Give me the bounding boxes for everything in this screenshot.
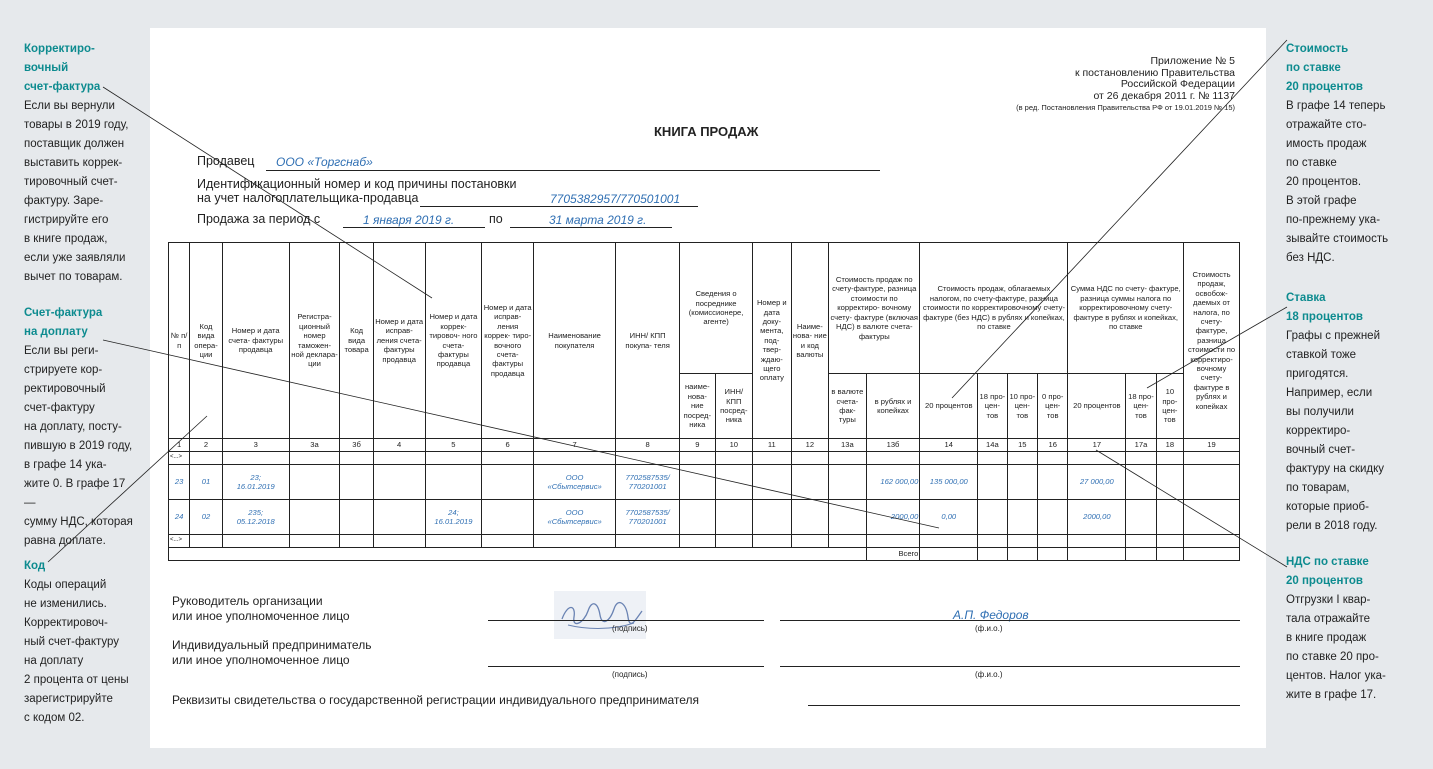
col-header: Номер и дата коррек- тировоч- ного счета- фактуры продавца: [425, 243, 482, 439]
column-number: 18: [1156, 439, 1183, 452]
note-body: Графы с прежней ставкой тоже пригодятся. Например, если вы получили корректиро- вочный счет- фактуру на скидку по товарам, которые приоб- рели в 2018 году.: [1286, 330, 1385, 532]
inn-label-line: на учет налогоплательщика-продавца: [197, 191, 419, 205]
col-header-group: Стоимость продаж по счету-фактуре, разница стоимости по корректиро- вочному счету- фактуре (включая НДС) в валюте счета-фактуры: [829, 243, 920, 374]
column-number: 16: [1038, 439, 1068, 452]
col-header: 0 про- цен- тов: [1038, 374, 1068, 439]
note-heading: Стоимость по ставке 20 процентов: [1286, 43, 1363, 93]
sales-book-table: [168, 242, 1240, 561]
col-header-group: Стоимость продаж, облагаемых налогом, по счету-фактуре, разница стоимости по корректировочному счету- фактуре (без НДС) в рублях и копейках, по ставке: [920, 243, 1068, 374]
period-to: 31 марта 2019 г.: [549, 213, 647, 227]
note-cost-20: [1286, 40, 1416, 280]
head-name: А.П. Федоров: [953, 608, 1029, 622]
col-header: 10 про- цен- тов: [1007, 374, 1037, 439]
column-number: 11: [753, 439, 792, 452]
cell-buyer: ООО «Сбытсервис»: [534, 465, 616, 500]
page-title: КНИГА ПРОДАЖ: [654, 124, 759, 139]
col-header: 20 процентов: [1068, 374, 1126, 439]
ip-label: [172, 638, 371, 668]
inn-underline: [420, 206, 698, 207]
fio-caption: (ф.и.о.): [975, 670, 1003, 679]
ellipsis-cell: <...>: [169, 452, 190, 465]
right-annotations: [1286, 40, 1416, 714]
col-header: в валюте счета- фак- туры: [829, 374, 867, 439]
total-label: Всего: [866, 548, 920, 561]
column-number: 7: [534, 439, 616, 452]
cell-vat-20: 2000,00: [1068, 500, 1126, 535]
col-header: Стоимость продаж, освобож- даемых от налога, по счету- фактуре, разница стоимости по корректиро- вочному счету- фактуре в рублях и копейках: [1184, 243, 1240, 439]
note-body: В графе 14 теперь отражайте сто- имость продаж по ставке 20 процентов. В этой графе по-прежнему ука- зывайте стоимость без НДС.: [1286, 100, 1389, 264]
sign-caption: (подпись): [612, 670, 648, 679]
cell-rub: 2000,00: [866, 500, 920, 535]
ellipsis-row: [169, 452, 1240, 465]
seller-label: Продавец: [197, 154, 255, 168]
col-header: 18 про- цен- тов: [978, 374, 1007, 439]
sign-caption: (подпись): [612, 624, 648, 633]
inn-label: [197, 177, 517, 205]
col-header: ИНН/ КПП покупа- теля: [616, 243, 680, 439]
note-vat-20: [1286, 553, 1416, 705]
sales-book-form: [150, 28, 1266, 748]
column-number: 14: [920, 439, 978, 452]
cell-rub: 162 000,00: [866, 465, 920, 500]
col-header: 18 про- цен- тов: [1126, 374, 1156, 439]
column-number: 6: [482, 439, 534, 452]
period-from: 1 января 2019 г.: [363, 213, 455, 227]
seller-value: ООО «Торгснаб»: [276, 155, 373, 169]
ip-label-line: или иное уполномоченное лицо: [172, 653, 350, 667]
column-number: 3а: [289, 439, 340, 452]
inn-label-line: Идентификационный номер и код причины постановки: [197, 177, 517, 191]
note-heading: Корректиро- вочный счет-фактура: [24, 43, 101, 93]
column-number: 17а: [1126, 439, 1156, 452]
cell-value-20: 0,00: [920, 500, 978, 535]
note-heading: Код: [24, 560, 46, 572]
period-to-label: по: [489, 212, 503, 226]
cell-inn: 7702587535/ 770201001: [616, 500, 680, 535]
note-body: Коды операций не изменились. Корректировоч- ный счет-фактуру на доплату 2 процента от цены зарегистрируйте с кодом 02.: [24, 579, 129, 724]
period-to-underline: [510, 227, 672, 228]
left-annotations: [24, 40, 139, 737]
note-code: [24, 557, 139, 728]
column-number: 2: [190, 439, 222, 452]
total-row: [169, 548, 1240, 561]
head-label-line: или иное уполномоченное лицо: [172, 609, 350, 623]
col-header: Наименование покупателя: [534, 243, 616, 439]
column-number: 9: [680, 439, 715, 452]
cell-n: 24: [169, 500, 190, 535]
cell-invoice: 235; 05.12.2018: [222, 500, 289, 535]
column-number: 10: [715, 439, 753, 452]
col-header: Код вида опера- ции: [190, 243, 222, 439]
seller-underline: [266, 170, 880, 171]
cell-n: 23: [169, 465, 190, 500]
col-header: Номер и дата доку- мента, под- твер- ждаю- щего оплату: [753, 243, 792, 439]
ellipsis-cell: <...>: [169, 535, 190, 548]
cell-inn: 7702587535/ 770201001: [616, 465, 680, 500]
cell-invoice: 23; 16.01.2019: [222, 465, 289, 500]
cell-corr: [425, 465, 482, 500]
ellipsis-row: [169, 535, 1240, 548]
col-header: 10 про- цен- тов: [1156, 374, 1183, 439]
col-header: Наиме- нова- ние и код валюты: [791, 243, 829, 439]
column-number: 3б: [340, 439, 373, 452]
appendix-block: [1016, 56, 1235, 114]
head-label: [172, 594, 350, 624]
appendix-line: от 26 декабря 2011 г. № 1137: [1093, 89, 1235, 102]
note-heading: НДС по ставке 20 процентов: [1286, 556, 1369, 587]
cell-corr: 24; 16.01.2019: [425, 500, 482, 535]
cell-code: 02: [190, 500, 222, 535]
column-number: 14а: [978, 439, 1007, 452]
cell-vat-20: 27 000,00: [1068, 465, 1126, 500]
cell-buyer: ООО «Сбытсервис»: [534, 500, 616, 535]
cell-value-20: 135 000,00: [920, 465, 978, 500]
column-number: 1: [169, 439, 190, 452]
column-number: 12: [791, 439, 829, 452]
col-header: наиме- нова- ние посред- ника: [680, 374, 715, 439]
note-surcharge-invoice: [24, 304, 139, 548]
column-number: 4: [373, 439, 425, 452]
col-header: Код вида товара: [340, 243, 373, 439]
ip-label-line: Индивидуальный предприниматель: [172, 638, 372, 652]
note-body: Отгрузки I квар- тала отражайте в книге продаж по ставке 20 про- центов. Налог ука- жите в графе 17.: [1286, 594, 1386, 701]
column-numbers-row: [169, 439, 1240, 452]
note-heading: Ставка 18 процентов: [1286, 292, 1363, 323]
table-row: [169, 465, 1240, 500]
cell-code: 01: [190, 465, 222, 500]
appendix-line: Российской Федерации: [1120, 78, 1235, 90]
column-number: 15: [1007, 439, 1037, 452]
requisites-line: [808, 705, 1240, 706]
period-from-underline: [343, 227, 485, 228]
col-header: Номер и дата счета- фактуры продавца: [222, 243, 289, 439]
sign-line: [488, 666, 764, 667]
col-header: Номер и дата исправ- ления счета- фактуры продавца: [373, 243, 425, 439]
col-header: Номер и дата исправ- ления коррек- тиро- вочного счета- фактуры продавца: [482, 243, 534, 439]
col-header-group: Сведения о посреднике (комиссионере, агенте): [680, 243, 753, 374]
fio-caption: (ф.и.о.): [975, 624, 1003, 633]
inn-value: 7705382957/770501001: [550, 192, 681, 206]
appendix-line: к постановлению Правительства: [1074, 66, 1235, 79]
period-label: Продажа за период с: [197, 212, 321, 226]
column-number: 8: [616, 439, 680, 452]
requisites-label: Реквизиты свидетельства о государственной регистрации индивидуального предпринимателя: [172, 693, 700, 707]
fio-line: [780, 620, 1240, 621]
appendix-line: Приложение № 5: [1150, 55, 1235, 67]
signature-scribble: [554, 589, 646, 641]
fio-line: [780, 666, 1240, 667]
note-body: Если вы реги- стрируете кор- ректировочный счет-фактуру на доплату, посту- пившую в 2019 году, в графе 14 ука- жите 0. В графе 17 — сумму НДС, которая равна доплате.: [24, 345, 133, 547]
sign-line: [488, 620, 764, 621]
col-header: в рублях и копейках: [866, 374, 920, 439]
col-header: ИНН/ КПП посред- ника: [715, 374, 753, 439]
col-header: № п/п: [169, 243, 190, 439]
col-header: 20 процентов: [920, 374, 978, 439]
column-number: 17: [1068, 439, 1126, 452]
note-rate-18: [1286, 289, 1416, 544]
col-header: Регистра- ционный номер таможен- ной деклара- ции: [289, 243, 340, 439]
head-label-line: Руководитель организации: [172, 594, 323, 608]
column-number: 3: [222, 439, 289, 452]
column-number: 5: [425, 439, 482, 452]
note-body: Если вы вернули товары в 2019 году, поставщик должен выставить коррек- тировочный счет- фактуру. Заре- гистрируйте его в книге продаж, если уже заявляли вычет по товарам.: [24, 100, 129, 283]
column-number: 19: [1184, 439, 1240, 452]
column-number: 13а: [829, 439, 867, 452]
column-number: 13б: [866, 439, 920, 452]
col-header-group: Сумма НДС по счету- фактуре, разница суммы налога по корректировочному счету- фактуре в рублях и копейках, по ставке: [1068, 243, 1184, 374]
note-correction-invoice: [24, 40, 139, 295]
note-heading: Счет-фактура на доплату: [24, 307, 103, 338]
header-row: [169, 243, 1240, 374]
edition-note: (в ред. Постановления Правительства РФ от 19.01.2019 № 15): [1016, 103, 1235, 112]
table-row: [169, 500, 1240, 535]
